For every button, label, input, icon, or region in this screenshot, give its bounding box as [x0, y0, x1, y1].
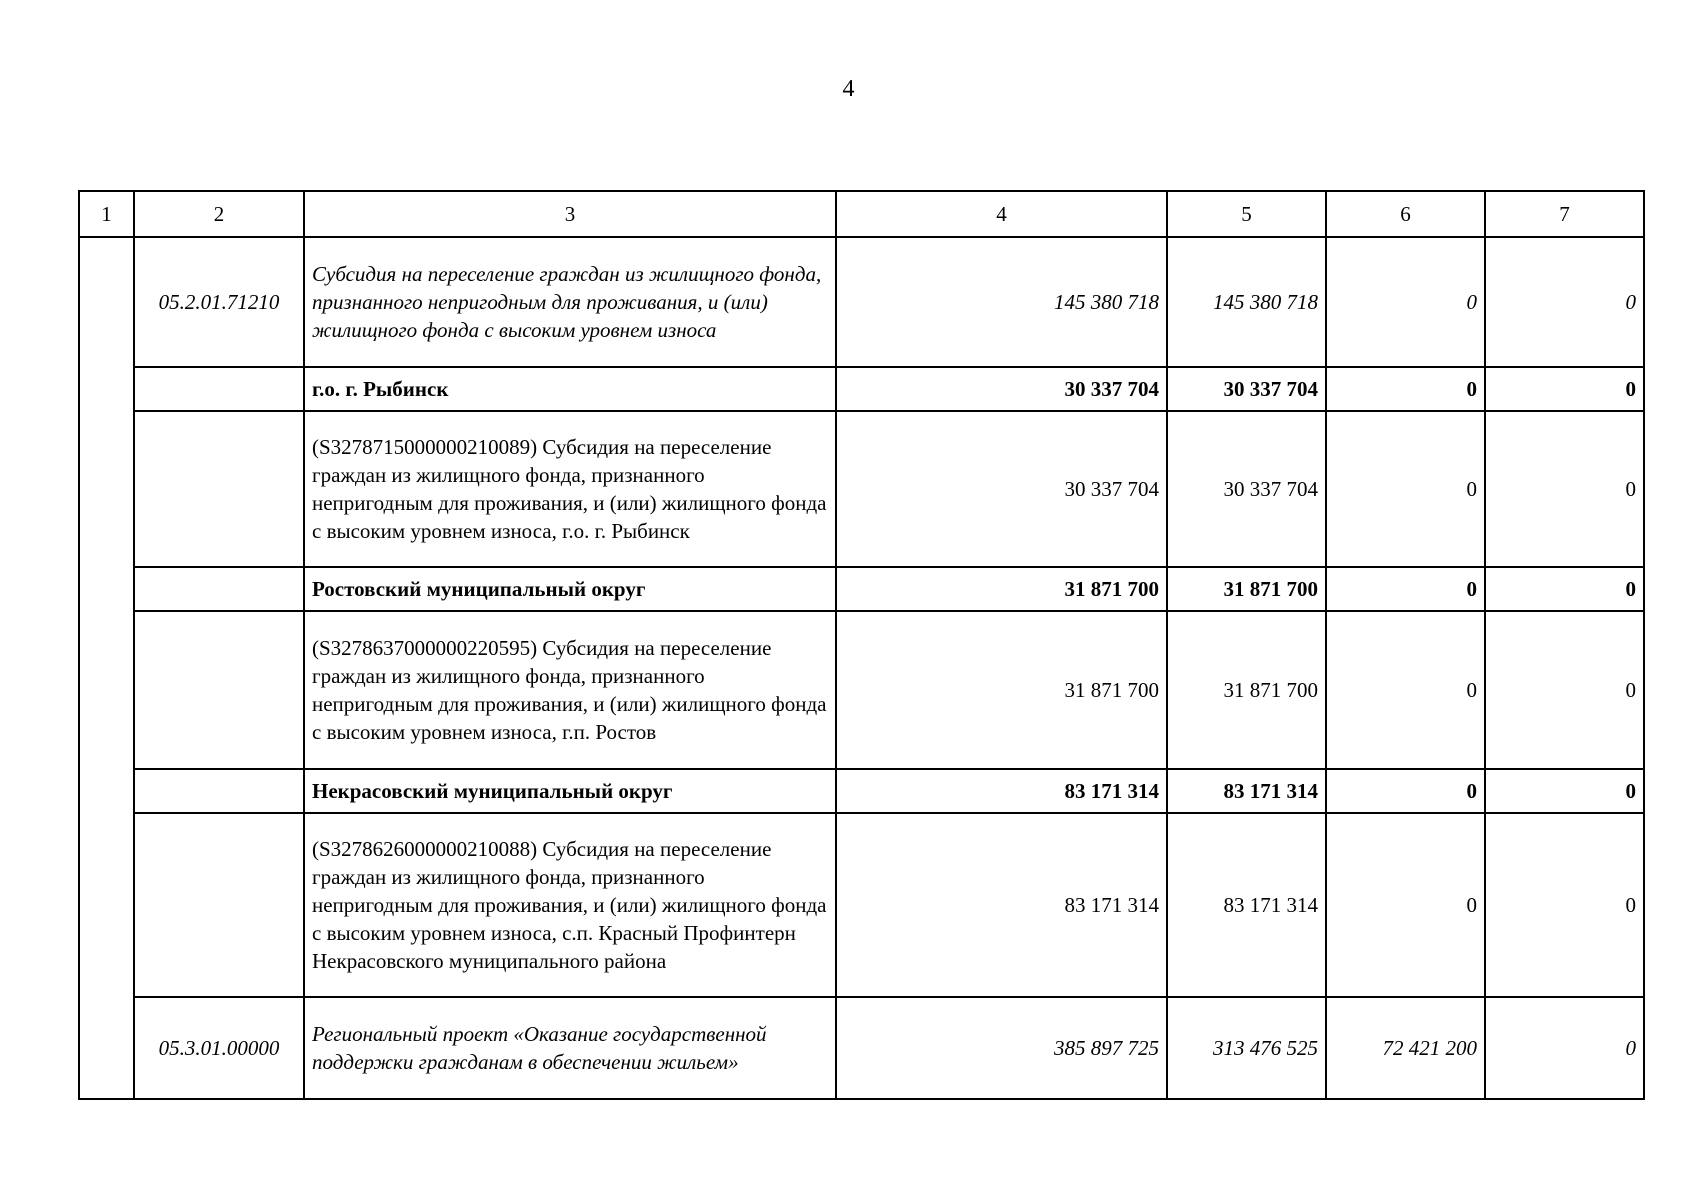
value-cell-6: 0	[1326, 813, 1485, 997]
code-cell: 05.2.01.71210	[134, 237, 304, 367]
value-cell-5: 31 871 700	[1167, 567, 1326, 611]
value-cell-5: 313 476 525	[1167, 997, 1326, 1099]
table-row	[79, 367, 1644, 411]
table-row	[79, 769, 1644, 813]
value-cell-6: 72 421 200	[1326, 997, 1485, 1099]
value-cell-7: 0	[1485, 769, 1644, 813]
value-cell-6: 0	[1326, 367, 1485, 411]
budget-table	[78, 190, 1645, 1100]
value-cell-4: 83 171 314	[836, 813, 1167, 997]
value-cell-7: 0	[1485, 813, 1644, 997]
table-row	[79, 997, 1644, 1099]
value-cell-7: 0	[1485, 997, 1644, 1099]
table-row	[79, 411, 1644, 567]
value-cell-7: 0	[1485, 411, 1644, 567]
value-cell-5: 31 871 700	[1167, 611, 1326, 769]
description-cell: Субсидия на переселение граждан из жилищного фонда, признанного непригодным для проживания, и (или) жилищного фонда с высоким уровнем износа	[304, 237, 836, 367]
description-cell: (S3278626000000210088) Субсидия на переселение граждан из жилищного фонда, признанного непригодным для проживания, и (или) жилищного фонда с высоким уровнем износа, с.п. Красный Профинтерн Некрасовского муниципального района	[304, 813, 836, 997]
value-cell-6: 0	[1326, 411, 1485, 567]
header-cell-3: 3	[304, 191, 836, 237]
value-cell-6: 0	[1326, 611, 1485, 769]
table-row	[79, 611, 1644, 769]
table-row	[79, 567, 1644, 611]
value-cell-7: 0	[1485, 611, 1644, 769]
code-cell	[134, 769, 304, 813]
header-cell-1: 1	[79, 191, 134, 237]
header-row	[79, 191, 1644, 237]
value-cell-7: 0	[1485, 367, 1644, 411]
table-row	[79, 813, 1644, 997]
value-cell-5: 83 171 314	[1167, 813, 1326, 997]
code-cell	[134, 567, 304, 611]
description-cell: Ростовский муниципальный округ	[304, 567, 836, 611]
description-cell: Региональный проект «Оказание государственной поддержки гражданам в обеспечении жильем»	[304, 997, 836, 1099]
code-cell	[134, 367, 304, 411]
description-cell: (S3278715000000210089) Субсидия на переселение граждан из жилищного фонда, признанного непригодным для проживания, и (или) жилищного фонда с высоким уровнем износа, г.о. г. Рыбинск	[304, 411, 836, 567]
header-cell-7: 7	[1485, 191, 1644, 237]
code-cell	[134, 611, 304, 769]
value-cell-7: 0	[1485, 567, 1644, 611]
table-row	[79, 237, 1644, 367]
value-cell-4: 30 337 704	[836, 367, 1167, 411]
page-number: 4	[842, 76, 855, 102]
code-cell	[134, 813, 304, 997]
value-cell-5: 145 380 718	[1167, 237, 1326, 367]
value-cell-4: 385 897 725	[836, 997, 1167, 1099]
value-cell-6: 0	[1326, 237, 1485, 367]
value-cell-7: 0	[1485, 237, 1644, 367]
row-number-cell	[79, 237, 134, 1099]
value-cell-4: 145 380 718	[836, 237, 1167, 367]
value-cell-4: 30 337 704	[836, 411, 1167, 567]
header-cell-6: 6	[1326, 191, 1485, 237]
value-cell-5: 30 337 704	[1167, 367, 1326, 411]
value-cell-4: 31 871 700	[836, 567, 1167, 611]
value-cell-4: 83 171 314	[836, 769, 1167, 813]
description-cell: г.о. г. Рыбинск	[304, 367, 836, 411]
code-cell: 05.3.01.00000	[134, 997, 304, 1099]
value-cell-5: 83 171 314	[1167, 769, 1326, 813]
header-cell-5: 5	[1167, 191, 1326, 237]
value-cell-4: 31 871 700	[836, 611, 1167, 769]
description-cell: (S3278637000000220595) Субсидия на переселение граждан из жилищного фонда, признанного непригодным для проживания, и (или) жилищного фонда с высоким уровнем износа, г.п. Ростов	[304, 611, 836, 769]
header-cell-4: 4	[836, 191, 1167, 237]
value-cell-6: 0	[1326, 769, 1485, 813]
header-cell-2: 2	[134, 191, 304, 237]
code-cell	[134, 411, 304, 567]
description-cell: Некрасовский муниципальный округ	[304, 769, 836, 813]
value-cell-6: 0	[1326, 567, 1485, 611]
value-cell-5: 30 337 704	[1167, 411, 1326, 567]
